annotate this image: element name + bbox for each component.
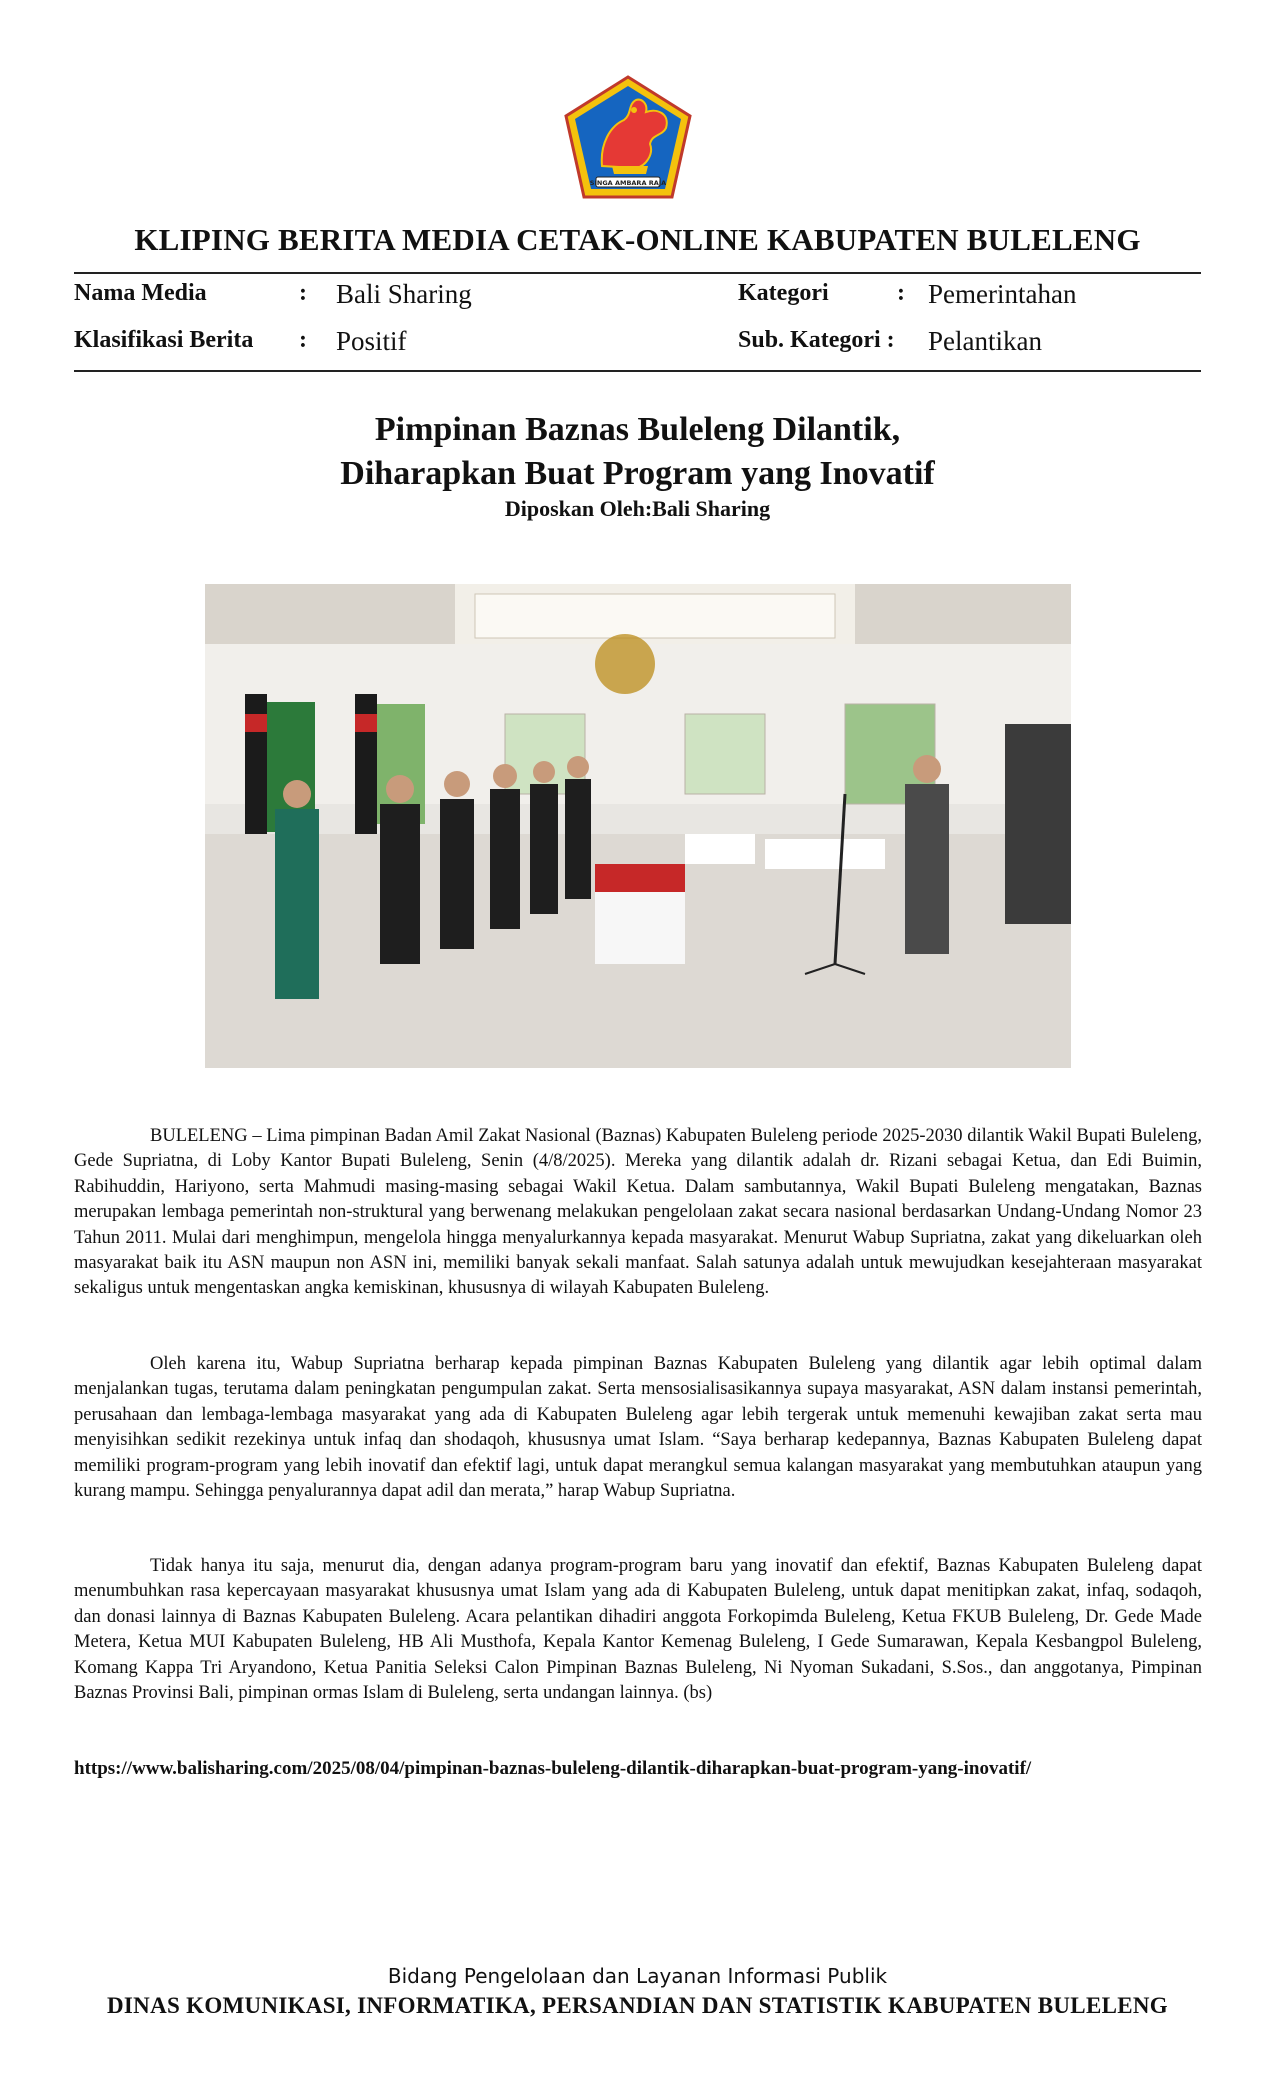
bottom-divider [74,370,1201,372]
footer-division: Bidang Pengelolaan dan Layanan Informasi Publik [387,1964,888,1988]
byline: Diposkan Oleh:Bali Sharing [504,496,771,521]
article-paragraph-1: BULELENG – Lima pimpinan Badan Amil Zakat Nasional (Baznas) Kabupaten Buleleng periode 2025-2030 dilantik Wakil Bupati Buleleng, Gede Supriatna, di Loby Kantor Bupati Buleleng, Senin (4/8/2025). Mereka yang dilantik adalah dr. Rizani sebagai Ketua, dan Edi Buimin, Rabihuddin, Hariyono, serta Mahmudi masing-masing sebagai Wakil Ketua. Dalam sambutannya, Wakil Bupati Buleleng mengatakan, Baznas merupakan lembaga pemerintah non-struktural yang berwenang melakukan pengelolaan zakat secara nasional berdasarkan Undang-Undang Nomor 23 Tahun 2011. Mulai dari menghimpun, mengelola hingga menyalurkannya kepada masyarakat. Menurut Wabup Supriatna, zakat yang dikeluarkan oleh masyarakat baik itu ASN maupun non ASN ini, memiliki banyak sekali manfaat. Salah satunya adalah untuk mewujudkan kesejahteraan masyarakat sekaligus untuk mengentaskan angka kemiskinan, khususnya di wilayah Kabupaten Buleleng. [74,1126,1202,1299]
headline-line-2: Diharapkan Buat Program yang Inovatif [340,455,935,492]
classification-label: Klasifikasi Berita [74,327,254,353]
category-value: Pemerintahan [928,279,1077,309]
media-value: Bali Sharing [336,279,472,309]
document-title: KLIPING BERITA MEDIA CETAK-ONLINE KABUPATEN BULELENG [134,222,1141,257]
media-label: Nama Media [74,280,207,306]
media-colon: : [299,280,307,306]
buleleng-emblem-logo [562,74,694,200]
classification-value: Positif [336,326,407,356]
top-divider [74,272,1201,274]
subcategory-value: Pelantikan [928,326,1042,356]
category-label: Kategori [738,280,829,306]
article-paragraph-3: Tidak hanya itu saja, menurut dia, dengan adanya program-program baru yang inovatif dan efektif, Baznas Kabupaten Buleleng dapat menumbuhkan rasa kepercayaan masyarakat khususnya umat Islam yang ada di Kabupaten Buleleng, untuk dapat menitipkan zakat, infaq, sodaqoh, dan donasi lainnya di Baznas Kabupaten Buleleng. Acara pelantikan dihadiri anggota Forkopimda Buleleng, Ketua FKUB Buleleng, Dr. Gede Made Metera, Ketua MUI Kabupaten Buleleng, HB Ali Musthofa, Kepala Kantor Kemenag Buleleng, I Gede Sumarawan, Kepala Kesbangpol Buleleng, Komang Kappa Tri Aryandono, Ketua Panitia Seleksi Calon Pimpinan Baznas Buleleng, Ni Nyoman Sukadani, S.Sos., dan anggotanya, Pimpinan Baznas Provinsi Bali, pimpinan ormas Islam di Buleleng, serta undangan lainnya. (bs) [74,1556,1202,1704]
inauguration-photo [205,584,1071,1068]
headline-line-1: Pimpinan Baznas Buleleng Dilantik, [374,411,901,448]
footer-agency: DINAS KOMUNIKASI, INFORMATIKA, PERSANDIAN DAN STATISTIK KABUPATEN BULELENG [107,1993,1168,2018]
emblem-motto: SINGA AMBARA RAJA [589,179,667,187]
category-colon: : [897,280,905,306]
subcategory-label: Sub. Kategori : [738,327,895,353]
classification-colon: : [299,327,307,353]
article-paragraph-2: Oleh karena itu, Wabup Supriatna berharap kepada pimpinan Baznas Kabupaten Buleleng yang dilantik agar lebih optimal dalam menjalankan tugas, terutama dalam peningkatan pengumpulan zakat. Serta mensosialisasikannya supaya masyarakat, ASN dalam instansi pemerintah, perusahaan dan lembaga-lembaga masyarakat yang ada di Kabupaten Buleleng agar lebih tergerak untuk memenuhi kewajiban zakat serta mau menyisihkan sedikit rezekinya untuk infaq dan shodaqoh, khususnya umat Islam. “Saya berharap kedepannya, Baznas Kabupaten Buleleng dapat memiliki program-program yang lebih inovatif dan efektif lagi, untuk dapat merangkul semua kalangan masyarakat yang membutuhkan ataupun yang kurang mampu. Sehingga penyalurannya dapat adil dan merata,” harap Wabup Supriatna. [74,1354,1202,1502]
source-url-link[interactable]: https://www.balisharing.com/2025/08/04/pimpinan-baznas-buleleng-dilantik-diharapkan-buat-program-yang-inovatif/ [74,1758,1032,1779]
